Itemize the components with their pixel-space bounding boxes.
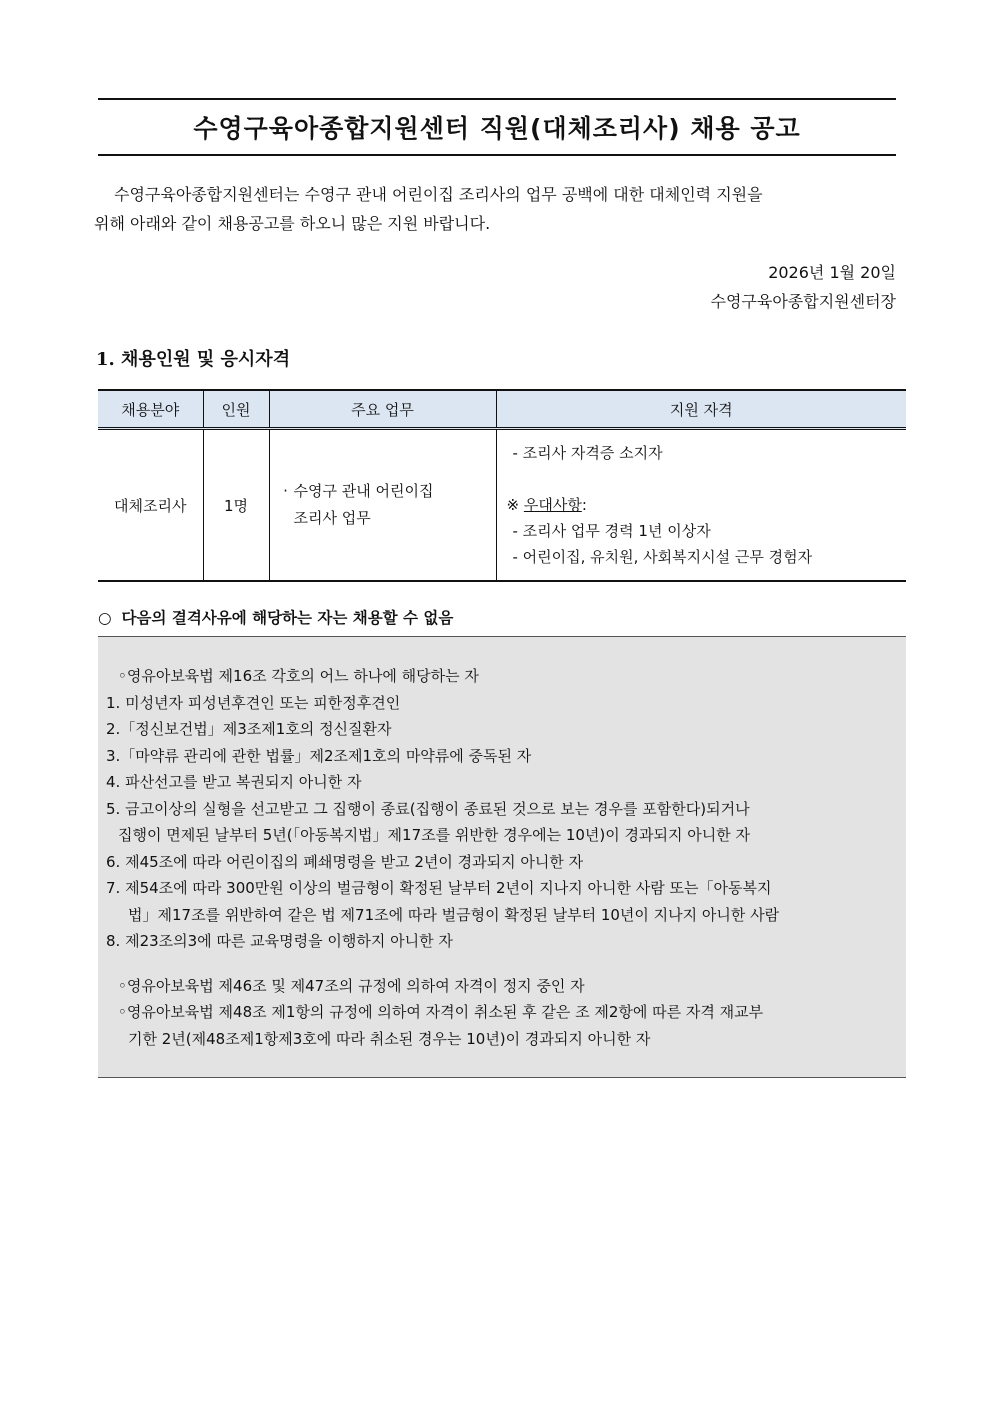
intro-line-1: 수영구육아종합지원센터는 수영구 관내 어린이집 조리사의 업무 공백에 대한 대체인력 지원을: [114, 185, 763, 204]
intro-paragraph: [94, 180, 900, 238]
exclusion-line: 집행이 면제된 날부터 5년(「아동복지법」제17조를 위반한 경우에는 10년)이 경과되지 아니한 자: [118, 826, 750, 844]
exclusion-line: 7. 제54조에 따라 300만원 이상의 벌금형이 확정된 날부터 2년이 지나지 아니한 사람 또는「아동복지: [106, 879, 772, 897]
qual-line-1: - 조리사 자격증 소지자: [512, 444, 663, 462]
exclusion-line: 6. 제45조에 따라 어린이집의 폐쇄명령을 받고 2년이 경과되지 아니한 자: [106, 852, 584, 871]
exclusion-box: [98, 636, 906, 1078]
cell-duty: [269, 429, 496, 582]
exclusion-line: 2.「정신보건법」제3조제1호의 정신질환자: [106, 720, 392, 738]
circle-bullet-icon: ○: [98, 609, 112, 627]
cell-field: 대체조리사: [98, 429, 203, 582]
exclusion-heading-text: 다음의 결격사유에 해당하는 자는 채용할 수 없음: [121, 609, 454, 627]
notice-date: 2026년 1월 20일: [768, 263, 896, 282]
cell-count: 1명: [203, 429, 269, 582]
page-title: 수영구육아종합지원센터 직원(대체조리사) 채용 공고: [193, 114, 801, 143]
section-1-heading: 1. 채용인원 및 응시자격: [96, 349, 291, 370]
cell-qualification: [496, 429, 906, 582]
table-header-row: [98, 390, 906, 429]
header-qualification: 지원 자격: [496, 390, 906, 429]
intro-line-2: 위해 아래와 같이 채용공고를 하오니 많은 지원 바랍니다.: [94, 214, 491, 233]
exclusion-line: 4. 파산선고를 받고 복권되지 아니한 자: [106, 773, 362, 791]
preference-item-1: - 조리사 업무 경력 1년 이상자: [512, 522, 711, 540]
exclusion-line: 기한 2년(제48조제1항제3호에 따라 취소된 경우는 10년)이 경과되지 아니한 자: [128, 1029, 651, 1048]
preference-item-2: - 어린이집, 유치원, 사회복지시설 근무 경험자: [512, 548, 813, 566]
duty-bullet: ·: [283, 482, 288, 500]
exclusion-line: ◦영유아보육법 제46조 및 제47조의 규정에 의하여 자격이 정지 중인 자: [118, 976, 585, 995]
exclusion-heading: [98, 606, 453, 628]
title-box: [98, 98, 896, 156]
table-row: [98, 429, 906, 582]
note-mark: ※: [506, 496, 520, 514]
header-count: 인원: [203, 390, 269, 429]
exclusion-line: ◦영유아보육법 제48조 제1항의 규정에 의하여 자격이 취소된 후 같은 조 제2항에 따른 자격 재교부: [118, 1003, 764, 1021]
exclusion-line: 법」제17조를 위반하여 같은 법 제71조에 따라 벌금형이 확정된 날부터 10년이 지나지 아니한 사람: [128, 905, 780, 924]
exclusion-line: 3.「마약류 관리에 관한 법률」제2조제1호의 마약류에 중독된 자: [106, 746, 532, 765]
header-duty: 주요 업무: [269, 390, 496, 429]
exclusion-list: [106, 663, 900, 1052]
issuer-name: 수영구육아종합지원센터장: [710, 292, 896, 311]
preference-label: 우대사항: [523, 496, 582, 514]
exclusion-line: 5. 금고이상의 실형을 선고받고 그 집행이 종료(집행이 종료된 것으로 보는 경우를 포함한다)되거나: [106, 799, 750, 818]
duty-line-2: 조리사 업무: [293, 509, 371, 527]
header-field: 채용분야: [98, 390, 203, 429]
exclusion-line: ◦영유아보육법 제16조 각호의 어느 하나에 해당하는 자: [118, 667, 479, 685]
exclusion-line: 1. 미성년자 피성년후견인 또는 피한정후견인: [106, 693, 401, 712]
exclusion-line: 8. 제23조의3에 따른 교육명령을 이행하지 아니한 자: [106, 932, 453, 950]
duty-line-1: 수영구 관내 어린이집: [293, 482, 434, 500]
preference-heading: [507, 492, 906, 518]
date-block: [711, 258, 896, 316]
recruitment-table: [98, 389, 906, 582]
preference-colon: :: [581, 496, 587, 514]
